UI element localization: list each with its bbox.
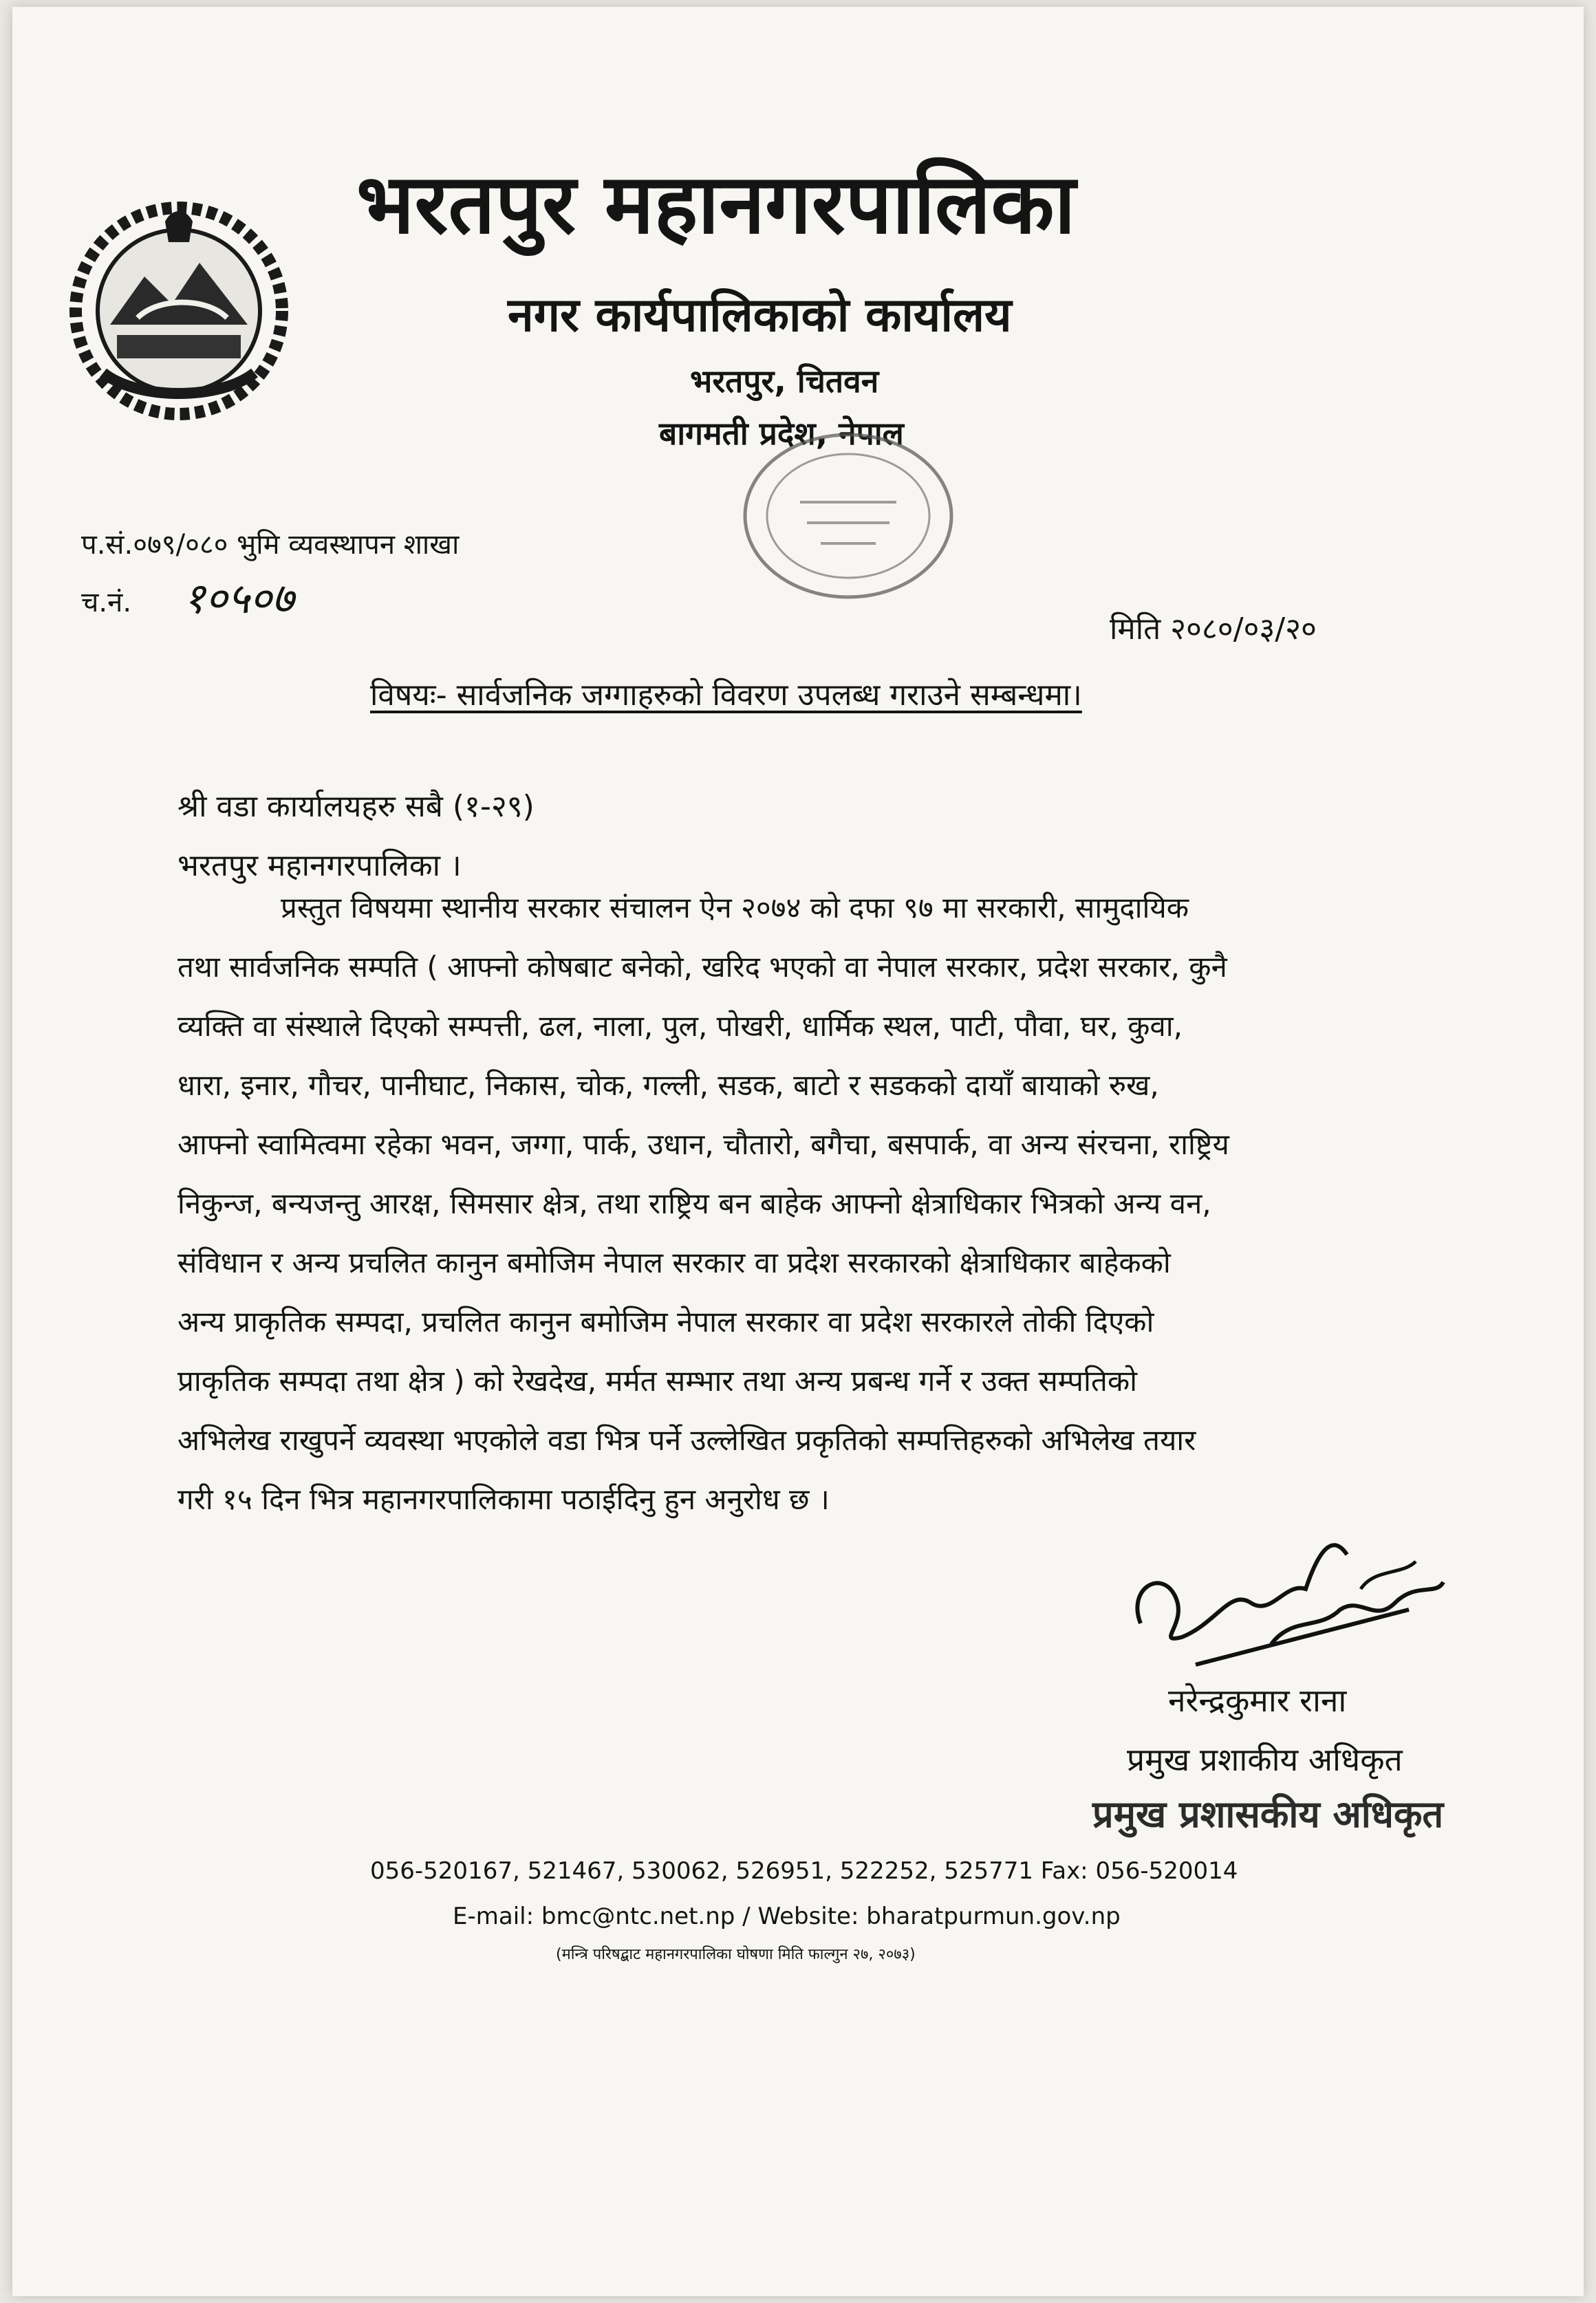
footer-email-website: E-mail: bmc@ntc.net.np / Website: bharatpurmun.gov.np [453, 1903, 1121, 1930]
signatory-title: प्रमुख प्रशाकीय अधिकृत [1127, 1741, 1403, 1778]
body-line: व्यक्ति वा संस्थाले दिएको सम्पत्ती, ढल, नाला, पुल, पोखरी, धार्मिक स्थल, पाटी, पौवा, घर, कुवा, [177, 1009, 1183, 1043]
municipality-title: भरतपुर महानगरपालिका [356, 157, 1076, 252]
body-line: गरी १५ दिन भित्र महानगरपालिकामा पठाईदिनु हुन अनुरोध छ । [177, 1482, 830, 1516]
body-line: अभिलेख राखुपर्ने व्यवस्था भएकोले वडा भित्र पर्ने उल्लेखित प्रकृतिको सम्पत्तिहरुको अभिलेख तयार [177, 1423, 1196, 1457]
dispatch-number-handwritten: १०५०७ [183, 573, 294, 623]
dispatch-number-label: च.नं. [81, 587, 132, 618]
footer-contact-numbers: 056-520167, 521467, 530062, 526951, 522252, 525771 Fax: 056-520014 [370, 1857, 1238, 1885]
reference-number: प.सं.०७९/०८० भुमि व्यवस्थापन शाखा [81, 529, 460, 561]
footer-declaration-note: (मन्त्रि परिषद्बाट महानगरपालिका घोषणा मिति फाल्गुन २७, २०७३) [556, 1946, 916, 1963]
designation-stamp: प्रमुख प्रशासकीय अधिकृत [1092, 1793, 1444, 1836]
handwritten-signature [1113, 1506, 1457, 1685]
letter-date: मिति २०८०/०३/२० [1110, 612, 1317, 647]
body-line: प्राकृतिक सम्पदा तथा क्षेत्र ) को रेखदेख, मर्मत सम्भार तथा अन्य प्रबन्ध गर्ने र उक्त सम्पतिको [177, 1364, 1137, 1398]
address-line-1: भरतपुर, चितवन [690, 363, 879, 400]
recipient-line-1: श्री वडा कार्यालयहरु सबै (१-२९) [177, 789, 535, 824]
subject-line: विषयः- सार्वजनिक जग्गाहरुको विवरण उपलब्ध गराउने सम्बन्धमा। [370, 678, 1082, 713]
body-line: संविधान र अन्य प्रचलित कानुन बमोजिम नेपाल सरकार वा प्रदेश सरकारको क्षेत्राधिकार बाहेकको [177, 1246, 1171, 1279]
office-round-stamp [724, 426, 965, 612]
body-line: निकुन्ज, बन्यजन्तु आरक्ष, सिमसार क्षेत्र, तथा राष्ट्रिय बन बाहेक आफ्नो क्षेत्राधिकार भित्रको अन्य वन, [177, 1187, 1211, 1220]
recipient-line-2: भरतपुर महानगरपालिका । [177, 848, 462, 883]
signatory-name: नरेन्द्रकुमार राना [1168, 1682, 1347, 1719]
body-line: अन्य प्राकृतिक सम्पदा, प्रचलित कानुन बमोजिम नेपाल सरकार वा प्रदेश सरकारले तोकी दिएको [177, 1305, 1154, 1339]
body-line: आफ्नो स्वामित्वमा रहेका भवन, जग्गा, पार्क, उधान, चौतारो, बगैचा, बसपार्क, वा अन्य संरचना, राष्ट्रिय [177, 1127, 1229, 1161]
body-line: तथा सार्वजनिक सम्पति ( आफ्नो कोषबाट बनेको, खरिद भएको वा नेपाल सरकार, प्रदेश सरकार, कुनै [177, 950, 1227, 984]
address-line-2: बागमती प्रदेश, नेपाल [659, 415, 904, 452]
nepal-emblem-logo [62, 194, 296, 428]
body-line: धारा, इनार, गौचर, पानीघाट, निकास, चोक, गल्ली, सडक, बाटो र सडकको दायाँ बायाको रुख, [177, 1068, 1159, 1102]
office-subtitle: नगर कार्यपालिकाको कार्यालय [508, 288, 1012, 343]
body-line: प्रस्तुत विषयमा स्थानीय सरकार संचालन ऐन २०७४ को दफा ९७ मा सरकारी, सामुदायिक [281, 891, 1189, 925]
letter-page [12, 7, 1584, 2296]
